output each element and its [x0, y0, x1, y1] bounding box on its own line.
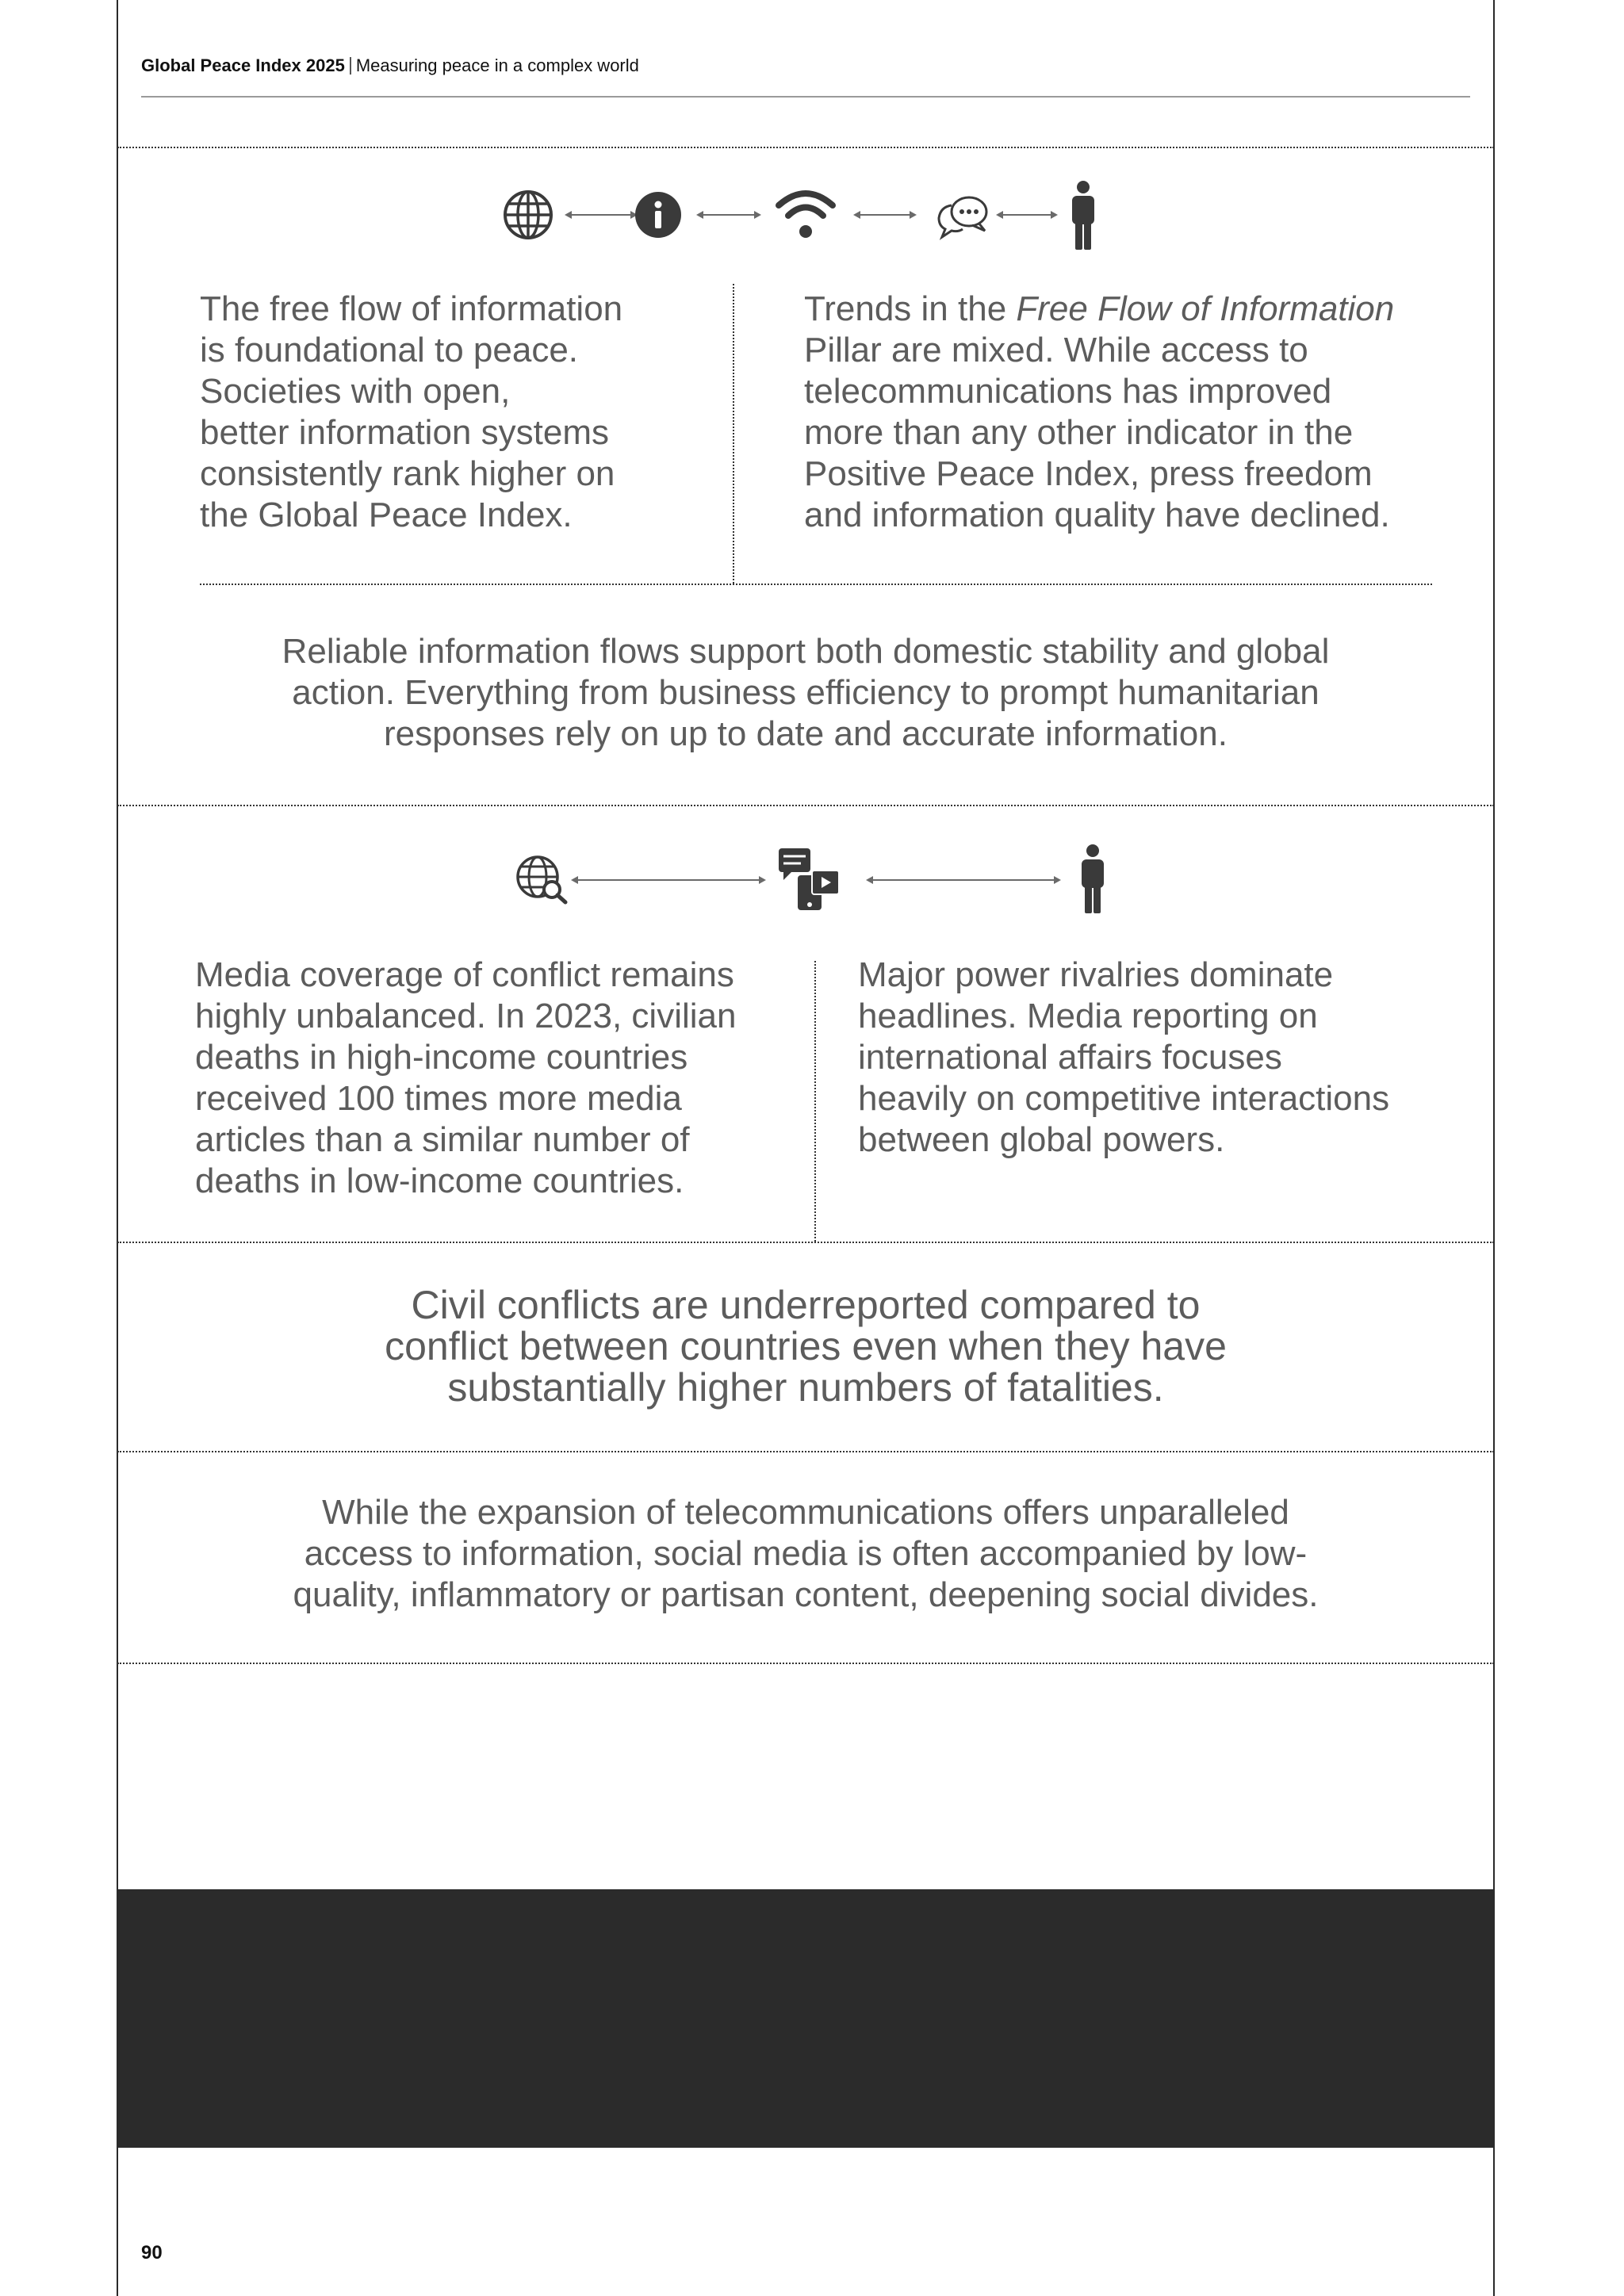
text-line: between global powers.: [858, 1120, 1225, 1159]
text-line: Civil conflicts are underreported compared to: [411, 1283, 1201, 1327]
text-line: substantially higher numbers of fatalities.: [447, 1365, 1164, 1410]
text-line: access to information, social media is often accompanied by low-: [304, 1534, 1308, 1573]
globe-icon: [503, 189, 553, 240]
section2-icon-flow: [508, 842, 1126, 921]
text-line: Major power rivalries dominate: [858, 955, 1334, 994]
running-header: [141, 55, 639, 76]
section4-text: [117, 1492, 1494, 1616]
text-line: Positive Peace Index, press freedom: [804, 454, 1373, 493]
text-line: responses rely on up to date and accurate information.: [384, 714, 1228, 753]
header-rule: [141, 96, 1470, 98]
text-line: is foundational to peace.: [200, 331, 579, 369]
text-line: quality, inflammatory or partisan content, deepening social divides.: [293, 1575, 1319, 1614]
section2-left-text: [195, 955, 736, 1202]
section1-icon-flow: [492, 178, 1126, 258]
text-line: conflict between countries even when they have: [385, 1324, 1227, 1368]
text-line: articles than a similar number of: [195, 1120, 690, 1159]
text-line: The free flow of information: [200, 289, 623, 328]
page-number: 90: [141, 2242, 163, 2263]
media-devices-icon: [777, 847, 841, 912]
section3-top-divider: [117, 1242, 1494, 1243]
text-line: highly unbalanced. In 2023, civilian: [195, 997, 737, 1035]
text-line: Pillar are mixed. While access to: [804, 331, 1308, 369]
globe-search-icon: [515, 855, 569, 904]
arrow-connector-icon: [853, 207, 917, 223]
section1-column-divider: [733, 284, 734, 584]
section1-top-divider: [117, 147, 1494, 148]
text-line: Reliable information flows support both domestic stability and global: [282, 632, 1330, 671]
header-separator: [350, 57, 351, 75]
report-title: Global Peace Index 2025: [141, 55, 345, 75]
text-line: more than any other indicator in the: [804, 413, 1354, 452]
text-line: and information quality have declined.: [804, 496, 1390, 534]
text-line: headlines. Media reporting on: [858, 997, 1318, 1035]
text-line: consistently rank higher on: [200, 454, 615, 493]
report-subtitle: Measuring peace in a complex world: [355, 55, 639, 75]
text-line: action. Everything from business efficiency to prompt humanitarian: [292, 673, 1320, 712]
section2-column-divider: [814, 961, 816, 1242]
text-line: international affairs focuses: [858, 1038, 1282, 1077]
text-prefix: Trends in the: [804, 289, 1017, 328]
person-icon: [1077, 844, 1109, 915]
section1-right-text: [804, 289, 1394, 536]
text-line: Societies with open,: [200, 372, 511, 411]
text-line: Media coverage of conflict remains: [195, 955, 734, 994]
section2-right-text: [858, 955, 1389, 1161]
text-line: received 100 times more media: [195, 1079, 682, 1118]
section2-top-divider: [117, 805, 1494, 806]
text-line: the Global Peace Index.: [200, 496, 573, 534]
person-icon: [1067, 180, 1099, 251]
text-line: telecommunications has improved: [804, 372, 1332, 411]
text-line: deaths in low-income countries.: [195, 1161, 684, 1200]
text-line: [804, 289, 1394, 330]
section4-top-divider: [117, 1451, 1494, 1452]
text-line: heavily on competitive interactions: [858, 1079, 1390, 1118]
section1-left-text: [200, 289, 622, 536]
dark-band: [117, 1889, 1494, 2148]
text-line: better information systems: [200, 413, 609, 452]
wifi-icon: [776, 188, 836, 240]
chat-bubbles-icon: [936, 194, 990, 239]
info-icon: [634, 191, 682, 239]
arrow-connector-icon: [866, 872, 1061, 888]
arrow-connector-icon: [996, 207, 1058, 223]
text-line: While the expansion of telecommunications offers unparalleled: [322, 1493, 1289, 1532]
section1-inner-divider: [200, 584, 1432, 585]
arrow-connector-icon: [565, 207, 638, 223]
section4-bottom-divider: [117, 1663, 1494, 1664]
text-line: deaths in high-income countries: [195, 1038, 688, 1077]
section3-callout: [117, 1284, 1494, 1408]
arrow-connector-icon: [571, 872, 766, 888]
section1-summary: [117, 631, 1494, 755]
pillar-name: Free Flow of Information: [1016, 289, 1395, 328]
arrow-connector-icon: [696, 207, 761, 223]
